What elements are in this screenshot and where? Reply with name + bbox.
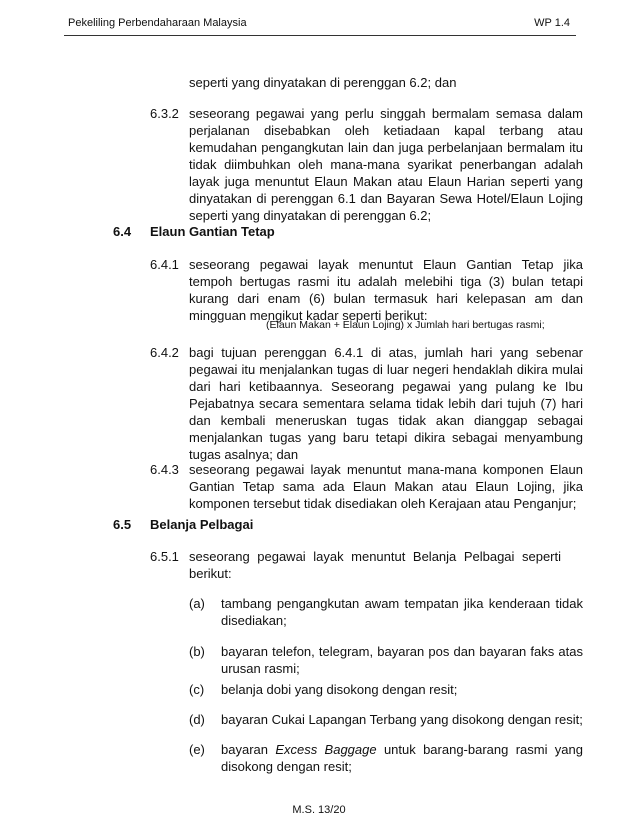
formula-text: (Elaun Makan + Elaun Lojing) x Jumlah hari bertugas rasmi; xyxy=(266,319,545,331)
paragraph-number: 6.3.2 xyxy=(150,106,179,121)
list-item-e xyxy=(189,741,583,775)
paragraph-6-3-2 xyxy=(150,105,583,224)
continuation-text: seperti yang dinyatakan di perenggan 6.2; dan xyxy=(189,75,457,90)
paragraph-6-4-3 xyxy=(150,461,583,512)
paragraph-number: 6.4.3 xyxy=(150,462,179,477)
paragraph-number: 6.4.1 xyxy=(150,257,179,272)
page-number: M.S. 13/20 xyxy=(292,804,346,816)
section-title: Belanja Pelbagai xyxy=(150,517,254,532)
section-number: 6.4 xyxy=(113,224,132,239)
list-item-c xyxy=(189,681,583,698)
list-item-text: belanja dobi yang disokong dengan resit; xyxy=(221,682,458,697)
list-item-letter: (c) xyxy=(189,682,205,697)
paragraph-6-4-1 xyxy=(150,256,583,324)
list-item-text: bayaran Cukai Lapangan Terbang yang disokong dengan resit; xyxy=(221,712,583,727)
list-item-text: bayaran telefon, telegram, bayaran pos dan bayaran faks atas urusan rasmi; xyxy=(221,644,583,676)
list-item-letter: (a) xyxy=(189,596,205,611)
paragraph-text: seseorang pegawai yang perlu singgah bermalam semasa dalam perjalanan disebabkan oleh ketiadaan kapal terbang atau kemudahan pengangkutan lain dan juga perbelanjaan bermalam itu tidak diimbuhkan oleh mana-mana syarikat penerbangan adalah layak juga menuntut Elaun Makan atau Elaun Harian seperti yang dinyatakan di perenggan 6.1 dan Bayaran Sewa Hotel/Elaun Lojing seperti yang dinyatakan di perenggan 6.2; xyxy=(189,106,583,223)
page-header xyxy=(68,17,570,31)
list-item-b xyxy=(189,643,583,677)
paragraph-number: 6.4.2 xyxy=(150,345,179,360)
section-number: 6.5 xyxy=(113,517,132,532)
list-item-letter: (e) xyxy=(189,742,205,757)
list-item-text-post: untuk barang-barang rasmi yang disokong dengan resit; xyxy=(221,742,583,774)
paragraph-text: seseorang pegawai layak menuntut Elaun Gantian Tetap jika tempoh bertugas rasmi itu adalah melebihi tiga (3) bulan tetapi kurang dari enam (6) bulan termasuk hari kelepasan am dan mingguan mengikut kadar seperti berikut: xyxy=(189,257,583,323)
paragraph-text: bagi tujuan perenggan 6.4.1 di atas, jumlah hari yang sebenar pegawai itu menjalankan tugas di luar negeri hendaklah dikira mulai dari hari ketibaannya. Seseorang pegawai yang pulang ke Ibu Pejabatnya secara sementara selama tidak lebih dari tujuh (7) hari dan kembali meneruskan tugas tidak akan dianggap sebagai menjalankan tugas yang baru tetapi dikira sebagai menyambung tugas asalnya; dan xyxy=(189,345,583,462)
paragraph-6-5-1 xyxy=(150,548,583,582)
section-title: Elaun Gantian Tetap xyxy=(150,224,275,239)
paragraph-number: 6.5.1 xyxy=(150,549,179,564)
list-item-text xyxy=(221,741,583,775)
paragraph-text: seseorang pegawai layak menuntut mana-mana komponen Elaun Gantian Tetap sama ada Elaun Makan atau Elaun Lojing, jika komponen tersebut tidak disediakan oleh Kerajaan atau Penganjur; xyxy=(189,462,583,511)
list-item-text: tambang pengangkutan awam tempatan jika kenderaan tidak disediakan; xyxy=(221,596,583,628)
paragraph-text: seseorang pegawai layak menuntut Belanja Pelbagai seperti berikut: xyxy=(189,549,561,581)
paragraph-6-4-2 xyxy=(150,344,583,463)
list-item-text-emphasis: Excess Baggage xyxy=(275,742,377,757)
header-doc-code: WP 1.4 xyxy=(534,17,570,29)
list-item-d xyxy=(189,711,583,728)
list-item-letter: (d) xyxy=(189,712,205,727)
list-item-letter: (b) xyxy=(189,644,205,659)
list-item-text-pre: bayaran xyxy=(221,742,276,757)
list-item-a xyxy=(189,595,583,629)
header-title: Pekeliling Perbendaharaan Malaysia xyxy=(68,17,247,29)
header-divider xyxy=(64,35,576,36)
